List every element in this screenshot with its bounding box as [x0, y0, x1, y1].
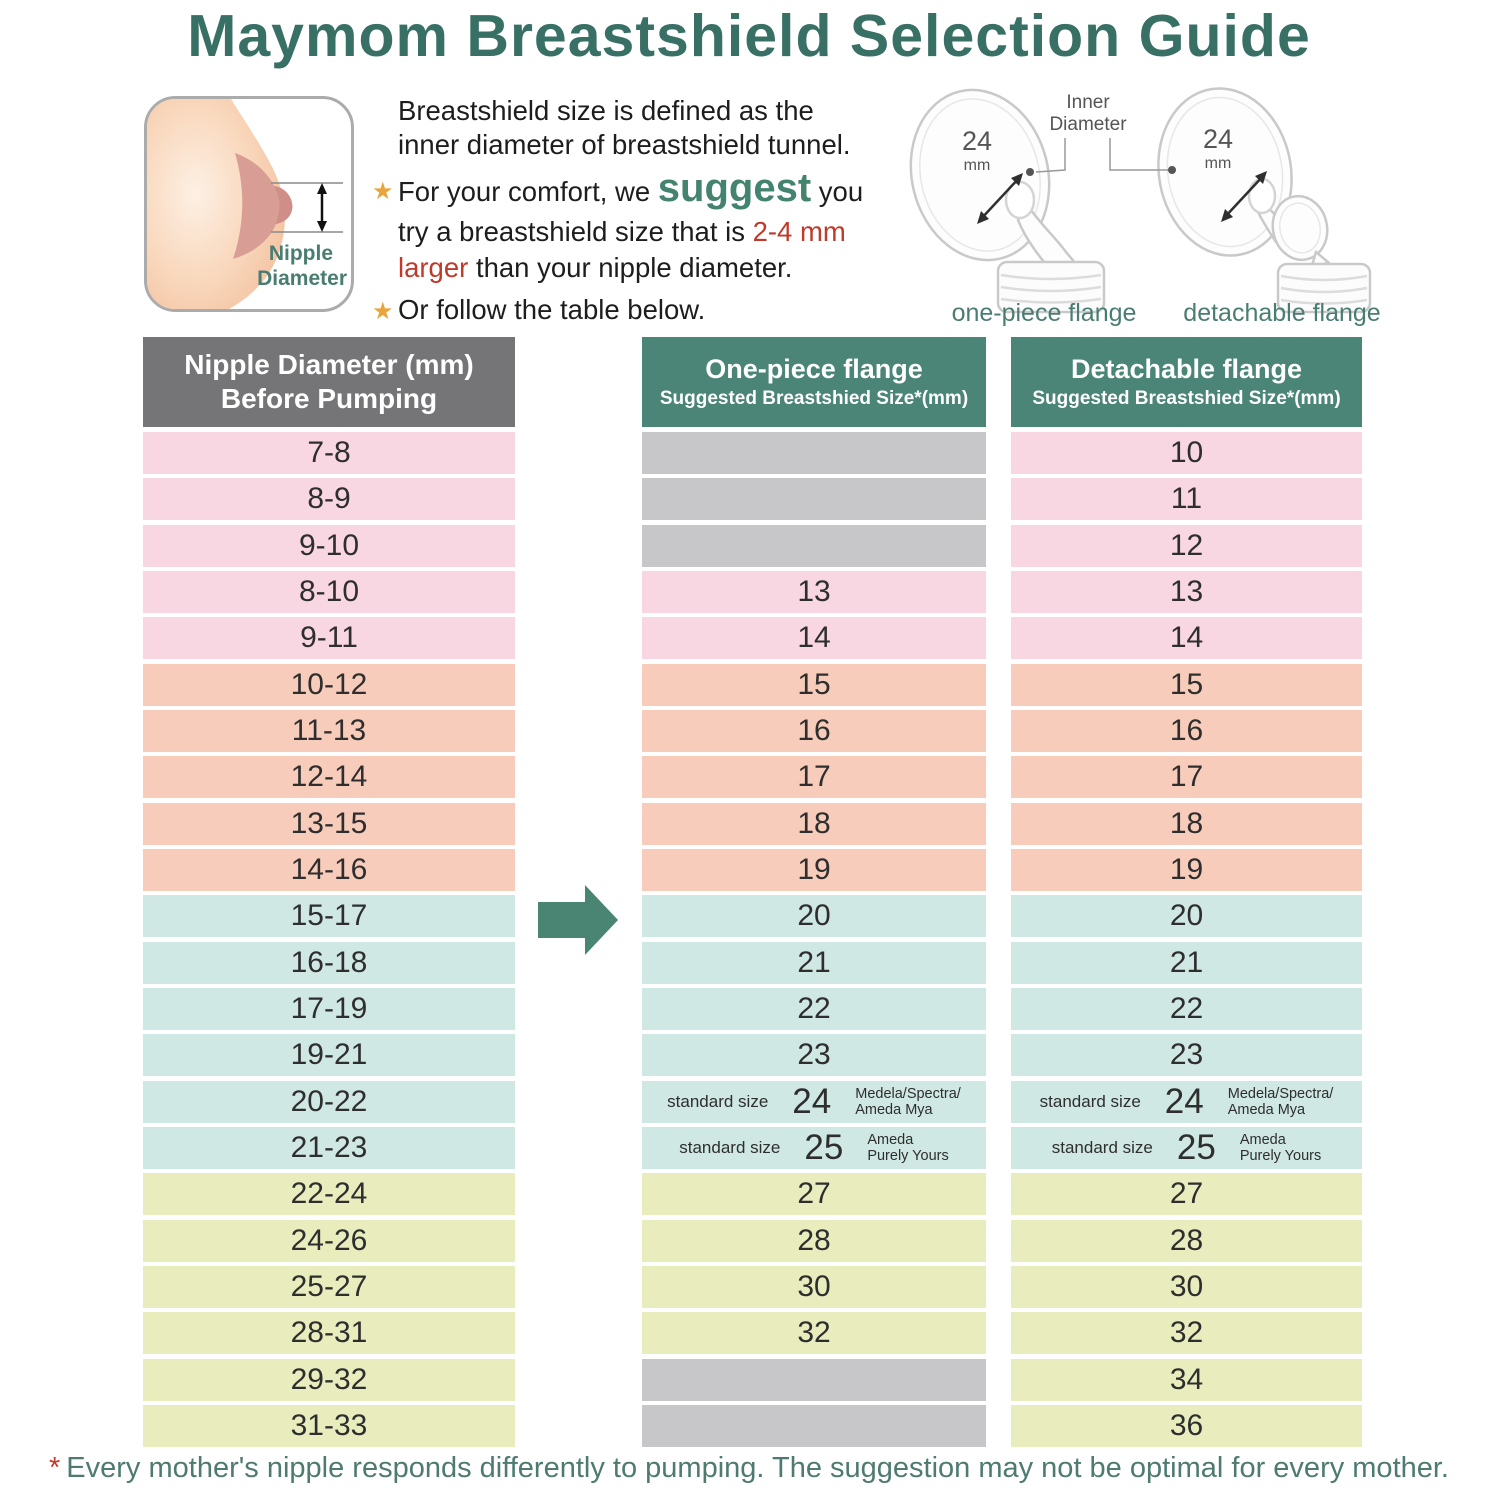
nipple-diameter-cell: 8-9	[143, 478, 515, 520]
one-piece-size-cell: 23	[642, 1034, 986, 1076]
intro-bullet-2: ★ Or follow the table below.	[376, 290, 916, 330]
one-piece-size-cell: 32	[642, 1312, 986, 1354]
detachable-size-cell: 34	[1011, 1359, 1362, 1401]
nipple-diameter-cell: 25-27	[143, 1266, 515, 1308]
one-piece-size-cell: 17	[642, 756, 986, 798]
column-one-piece-flange	[642, 337, 986, 1451]
right-arrow-icon	[538, 885, 618, 955]
nipple-diameter-cell: 9-10	[143, 525, 515, 567]
detachable-size-cell: 10	[1011, 432, 1362, 474]
one-piece-size-cell	[642, 1127, 986, 1169]
flange-illustrations	[880, 80, 1420, 330]
inner-diameter-label-line2: Diameter	[1049, 114, 1127, 135]
nipple-diameter-cell: 10-12	[143, 664, 515, 706]
one-piece-size-cell: 16	[642, 710, 986, 752]
one-piece-size-cell: 13	[642, 571, 986, 613]
intro-line-2: inner diameter of breastshield tunnel.	[398, 129, 851, 160]
nipple-diameter-cell: 12-14	[143, 756, 515, 798]
one-piece-size-cell: 21	[642, 942, 986, 984]
nipple-diameter-cell: 28-31	[143, 1312, 515, 1354]
detachable-size-cell: 20	[1011, 895, 1362, 937]
breast-diagram-icon	[143, 95, 355, 313]
inner-diameter-label-line1: Inner	[1066, 92, 1110, 113]
detachable-size-cell: 19	[1011, 849, 1362, 891]
standard-size-value: 24	[1164, 1081, 1204, 1121]
nipple-diameter-cell: 24-26	[143, 1220, 515, 1262]
nipple-diameter-cell: 22-24	[143, 1173, 515, 1215]
one-piece-flange-caption: one-piece flange	[951, 299, 1137, 327]
nipple-diameter-cell: 9-11	[143, 617, 515, 659]
detachable-size-cell: 30	[1011, 1266, 1362, 1308]
footnote-text: Every mother's nipple responds differently to pumping. The suggestion may not be optimal for every mother.	[66, 1452, 1449, 1484]
suggest-emphasis: suggest	[657, 166, 812, 210]
nipple-diameter-cell: 17-19	[143, 988, 515, 1030]
detachable-size-cell: 11	[1011, 478, 1362, 520]
star-bullet-icon: ★	[372, 298, 394, 325]
standard-size-label: standard size	[667, 1091, 769, 1111]
one-piece-size-cell: 18	[642, 803, 986, 845]
column-header-nipple-diameter: Nipple Diameter (mm) Before Pumping	[143, 337, 515, 427]
star-bullet-icon: ★	[372, 178, 394, 205]
footnote	[0, 1452, 1498, 1485]
one-piece-size-cell: 22	[642, 988, 986, 1030]
standard-size-note: Ameda Purely Yours	[1239, 1131, 1322, 1164]
nipple-diameter-cell: 21-23	[143, 1127, 515, 1169]
one-piece-size-cell: 27	[642, 1173, 986, 1215]
one-piece-size-cell: 28	[642, 1220, 986, 1262]
detachable-size-cell: 16	[1011, 710, 1362, 752]
detachable-size-cell: 12	[1011, 525, 1362, 567]
one-piece-size-cell: 15	[642, 664, 986, 706]
one-piece-size-cell	[642, 432, 986, 474]
detachable-size-cell: 17	[1011, 756, 1362, 798]
standard-size-value: 24	[792, 1081, 832, 1121]
standard-size-label: standard size	[679, 1137, 781, 1157]
intro-bullet-1: ★ For your comfort, we suggest you	[376, 168, 916, 214]
column-header-detachable-flange: Detachable flange Suggested Breastshied Size*(mm)	[1011, 337, 1362, 427]
standard-size-note: Medela/Spectra/ Ameda Mya	[1227, 1085, 1334, 1118]
one-piece-size-cell	[642, 1405, 986, 1447]
nipple-diameter-cell: 16-18	[143, 942, 515, 984]
right-flange-size-unit: mm	[1204, 155, 1232, 172]
detachable-size-cell: 36	[1011, 1405, 1362, 1447]
detachable-size-cell: 27	[1011, 1173, 1362, 1215]
one-piece-size-cell: 30	[642, 1266, 986, 1308]
detachable-size-cell: 21	[1011, 942, 1362, 984]
nipple-diameter-cell: 11-13	[143, 710, 515, 752]
detachable-size-cell: 13	[1011, 571, 1362, 613]
nipple-diameter-cell: 7-8	[143, 432, 515, 474]
standard-size-label: standard size	[1051, 1137, 1153, 1157]
one-piece-size-cell: 20	[642, 895, 986, 937]
intro-line-1: Breastshield size is defined as the	[398, 95, 814, 126]
detachable-size-cell: 28	[1011, 1220, 1362, 1262]
intro-text	[372, 94, 916, 330]
one-piece-size-cell	[642, 1359, 986, 1401]
standard-size-label: standard size	[1039, 1091, 1141, 1111]
one-piece-size-cell: 14	[642, 617, 986, 659]
breast-diagram	[143, 95, 355, 313]
left-flange-size: 24	[961, 126, 993, 156]
footnote-asterisk: *	[49, 1452, 61, 1484]
nipple-diameter-cell: 20-22	[143, 1081, 515, 1123]
column-detachable-flange	[1011, 337, 1362, 1451]
nipple-diameter-cell: 8-10	[143, 571, 515, 613]
page-title: Maymom Breastshield Selection Guide	[187, 3, 1311, 69]
detachable-size-cell: 32	[1011, 1312, 1362, 1354]
column-header-one-piece-flange: One-piece flange Suggested Breastshied Size*(mm)	[642, 337, 986, 427]
detachable-size-cell: 14	[1011, 617, 1362, 659]
nipple-diameter-cell: 15-17	[143, 895, 515, 937]
detachable-size-cell	[1011, 1127, 1362, 1169]
standard-size-value: 25	[1176, 1127, 1216, 1167]
standard-size-value: 25	[804, 1127, 844, 1167]
detachable-size-cell: 18	[1011, 803, 1362, 845]
nipple-diameter-cell: 31-33	[143, 1405, 515, 1447]
one-piece-size-cell	[642, 1081, 986, 1123]
nipple-diameter-cell: 29-32	[143, 1359, 515, 1401]
detachable-size-cell: 23	[1011, 1034, 1362, 1076]
standard-size-note: Medela/Spectra/ Ameda Mya	[855, 1085, 961, 1118]
detachable-size-cell: 22	[1011, 988, 1362, 1030]
nipple-diameter-label-line1: Nipple	[268, 242, 333, 265]
intro-bullet-1-line2: try a breastshield size that is 2-4 mm	[398, 216, 846, 247]
nipple-diameter-cell: 19-21	[143, 1034, 515, 1076]
detachable-size-cell	[1011, 1081, 1362, 1123]
nipple-diameter-cell: 14-16	[143, 849, 515, 891]
nipple-diameter-label-line2: Diameter	[257, 267, 347, 290]
intro-bullet-1-line3: larger than your nipple diameter.	[398, 252, 793, 283]
right-flange-size: 24	[1202, 124, 1234, 154]
flange-illustration-icon	[880, 80, 1420, 330]
nipple-diameter-cell: 13-15	[143, 803, 515, 845]
one-piece-size-cell	[642, 525, 986, 567]
detachable-flange-caption: detachable flange	[1183, 299, 1381, 327]
one-piece-size-cell: 19	[642, 849, 986, 891]
column-nipple-diameter	[143, 337, 515, 1451]
one-piece-size-cell	[642, 478, 986, 520]
left-flange-size-unit: mm	[963, 157, 991, 174]
detachable-size-cell: 15	[1011, 664, 1362, 706]
standard-size-note: Ameda Purely Yours	[867, 1131, 949, 1164]
